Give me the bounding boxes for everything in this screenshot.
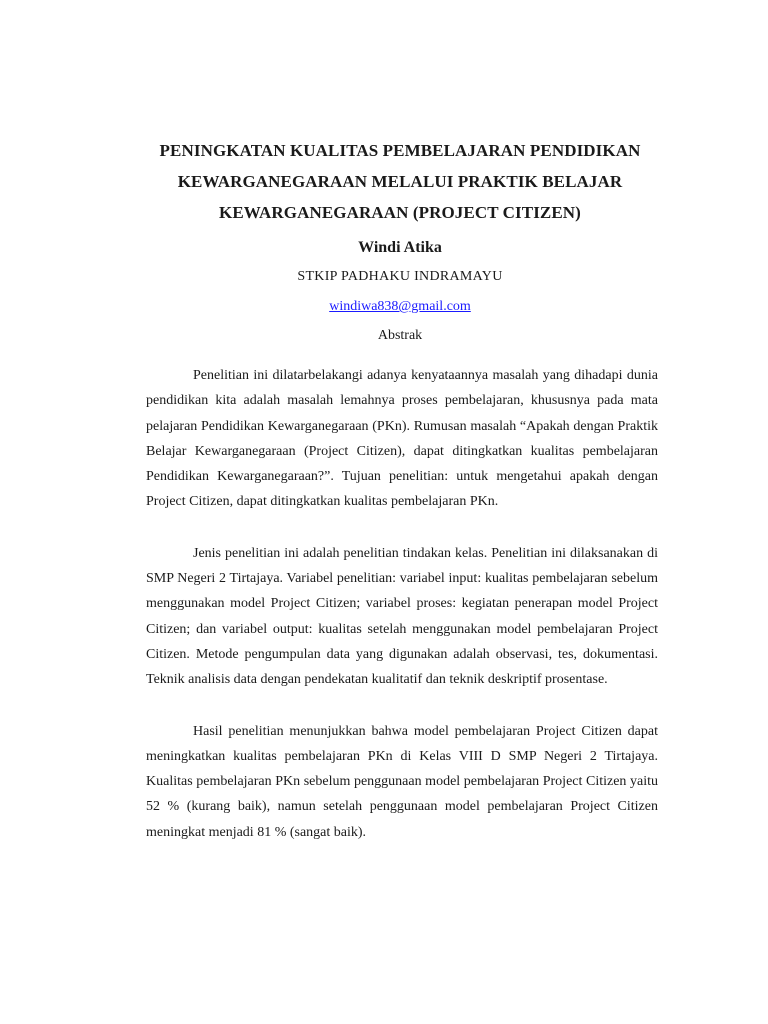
email-link[interactable]: windiwa838@gmail.com [329,299,471,314]
author-name: Windi Atika [358,239,442,256]
author-affiliation: STKIP PADHAKU INDRAMAYU [297,269,503,284]
author-email [100,296,700,318]
paper-title [100,135,700,228]
abstract-paragraph-2: Jenis penelitian ini adalah penelitian tindakan kelas. Penelitian ini dilaksanakan di SMP Negeri 2 Tirtajaya. Variabel penelitian: variabel input: kualitas pembelajaran sebelum menggunakan model Project Citizen; variabel proses: kegiatan penerapan model Project Citizen; dan variabel output: kualitas setelah menggunakan model pembelajaran Project Citizen. Metode pengumpulan data yang digunakan adalah observasi, tes, dokumentasi. Teknik analisis data dengan pendekatan kualitatif dan teknik deskriptif prosentase. [146,545,658,688]
abstract-body [146,363,658,871]
abstract-paragraph-3: Hasil penelitian menunjukkan bahwa model pembelajaran Project Citizen dapat meningkatkan kualitas pembelajaran PKn di Kelas VIII D SMP Negeri 2 Tirtajaya. Kualitas pembelajaran PKn sebelum penggunaan model pembelajaran Project Citizen yaitu 52 % (kurang baik), namun setelah penggunaan model pembelajaran Project Citizen meningkat menjadi 81 % (sangat baik). [146,723,658,840]
abstract-paragraph-1: Penelitian ini dilatarbelakangi adanya kenyataannya masalah yang dihadapi dunia pendidikan kita adalah masalah lemahnya proses pembelajaran, khususnya pada mata pelajaran Pendidikan Kewarganegaraan (PKn). Rumusan masalah “Apakah dengan Praktik Belajar Kewarganegaraan (Project Citizen), dapat ditingkatkan kualitas pembelajaran Pendidikan Kewarganegaraan?”. Tujuan penelitian: untuk mengetahui apakah dengan Project Citizen, dapat ditingkatkan kualitas pembelajaran PKn. [146,368,658,510]
title-line-2: KEWARGANEGARAAN MELALUI PRAKTIK BELAJAR [177,172,623,191]
title-line-3: KEWARGANEGARAAN (PROJECT CITIZEN) [219,203,581,222]
title-line-1: PENINGKATAN KUALITAS PEMBELAJARAN PENDIDIKAN [159,141,641,160]
abstract-heading: Abstrak [377,328,423,343]
